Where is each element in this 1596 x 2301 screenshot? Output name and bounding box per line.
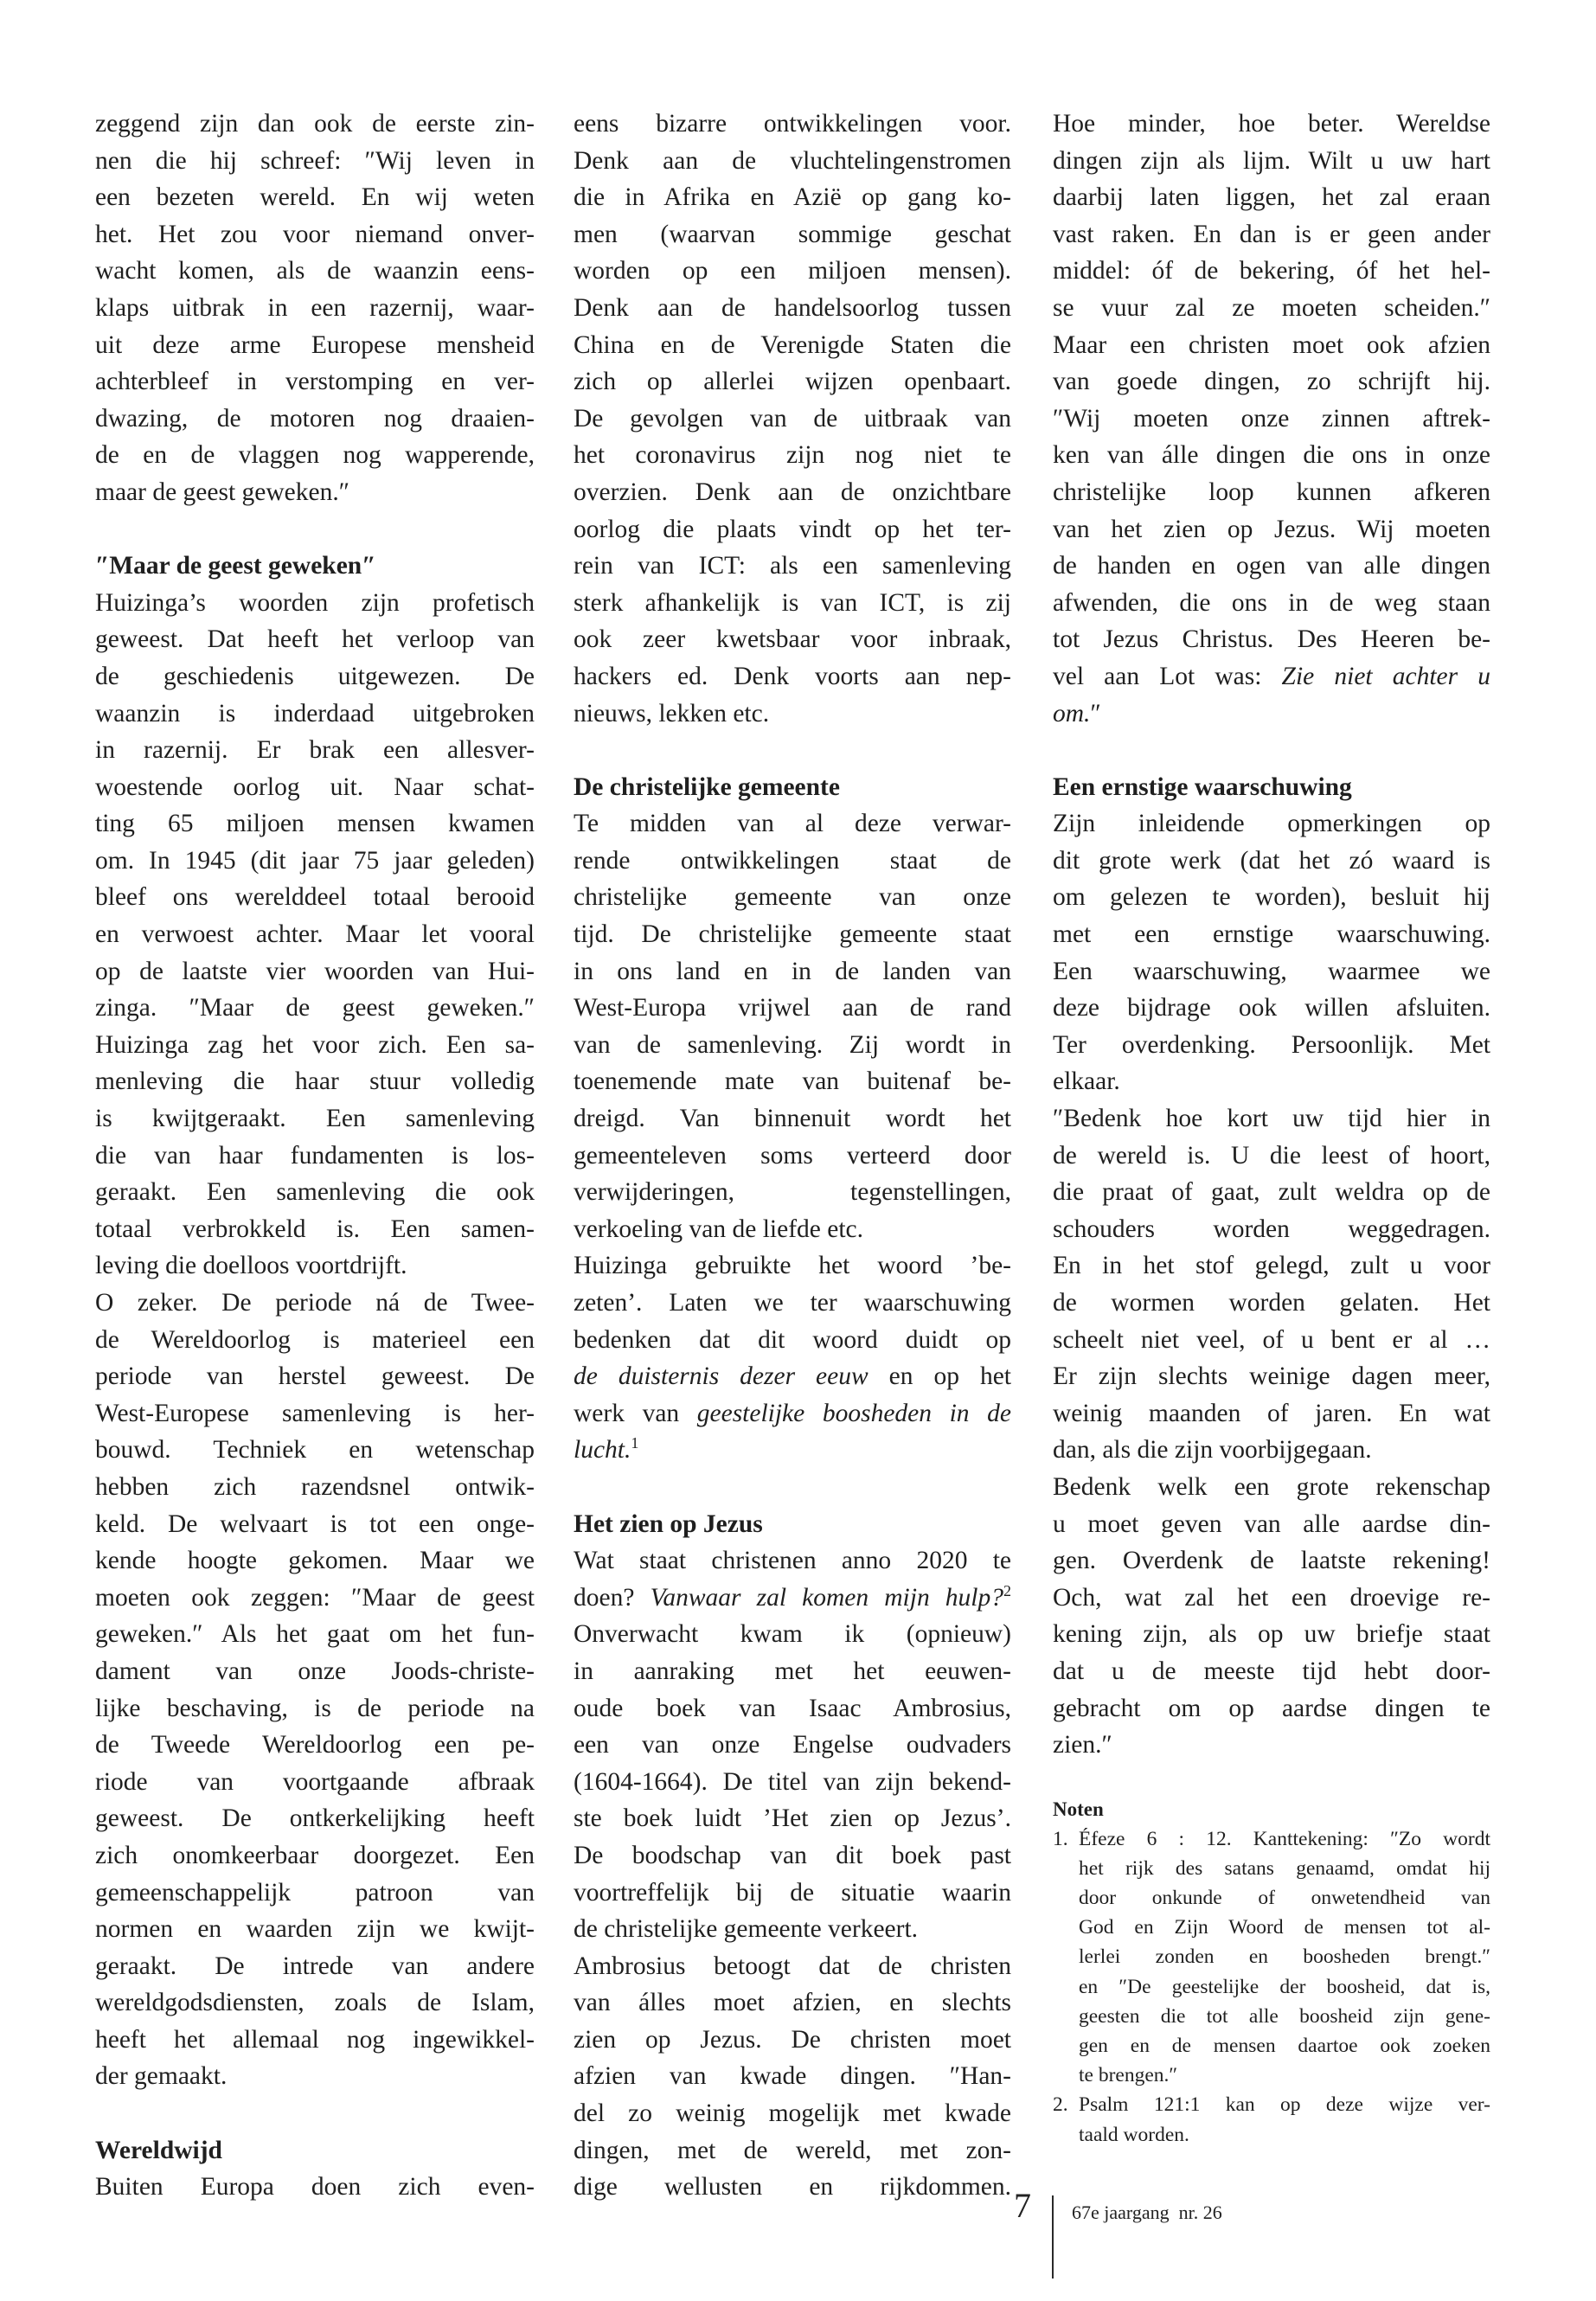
text-line: oorlog die plaats vindt op het ter-: [574, 515, 1011, 543]
text-line: Wat staat christenen anno 2020 te: [574, 1547, 1011, 1575]
section-heading: Het zien op Jezus: [574, 1509, 763, 1538]
footnote-text: [1079, 2090, 1490, 2149]
footnote-line: geesten die tot alle boosheid zijn gene-: [1079, 2004, 1490, 2028]
footnote-line: God en Zijn Woord de mensen tot al-: [1079, 1916, 1490, 1939]
text-line: zien op Jezus. De christen moet: [574, 2025, 1011, 2054]
text-line: worden op een miljoen mensen).: [574, 257, 1011, 285]
text-line: elkaar.: [1053, 1067, 1120, 1096]
text-line: zich op allerlei wijzen openbaart.: [574, 368, 1011, 396]
section-heading: Wereldwijd: [95, 2136, 222, 2164]
text-line: leving die doelloos voortdrijft.: [95, 1252, 407, 1280]
footnote-line: Psalm 121:1 kan op deze wijze ver-: [1079, 2093, 1490, 2117]
text-line: Maar een christen moet ook afzien: [1053, 330, 1490, 359]
text-line: klaps uitbrak in een razernij, waar-: [95, 293, 535, 322]
text-line: ken van álle dingen die ons in onze: [1053, 441, 1490, 470]
paragraph-gap: [95, 2095, 535, 2132]
text-line: ″Bedenk hoe kort uw tijd hier in: [1053, 1105, 1490, 1133]
text-line: van het zien op Jezus. Wij moeten: [1053, 515, 1490, 543]
text-line: Onverwacht kwam ik (opnieuw): [574, 1620, 1011, 1649]
text-line: in razernij. Er brak een allesver-: [95, 736, 535, 765]
footnote-line: lerlei zonden en boosheden brengt.″: [1079, 1945, 1490, 1969]
text-run: vel aan Lot was:: [1053, 662, 1282, 690]
text-line: verkoeling van de liefde etc.: [574, 1215, 864, 1243]
text-line: de handen en ogen van alle dingen: [1053, 552, 1490, 580]
text-line: in ons land en in de landen van: [574, 957, 1011, 985]
text-line: op de laatste vier woorden van Hui-: [95, 957, 535, 985]
text-line: om gelezen te worden), besluit hij: [1053, 883, 1490, 912]
text-line: geweest. De ontkerkelijking heeft: [95, 1804, 535, 1833]
text-line: van de samenleving. Zij wordt in: [574, 1030, 1011, 1059]
text-line: Huizinga zag het voor zich. Een sa-: [95, 1030, 535, 1059]
text-line: normen en waarden zijn we kwijt-: [95, 1915, 535, 1944]
text-line: de en de vlaggen nog wapperende,: [95, 441, 535, 470]
text-line: zeten’. Laten we ter waarschuwing: [574, 1289, 1011, 1317]
italic-text: de duisternis dezer eeuw: [574, 1362, 869, 1391]
text-line: een van onze Engelse oudvaders: [574, 1731, 1011, 1759]
text-run: doen?: [574, 1583, 651, 1612]
text-line: del zo weinig mogelijk met kwade: [574, 2099, 1011, 2128]
text-line: Huizinga gebruikte het woord ’be-: [574, 1252, 1011, 1280]
text-line: heeft het allemaal nog ingewikkel-: [95, 2025, 535, 2054]
text-line: moeten ook zeggen: ″Maar de geest: [95, 1583, 535, 1612]
text-line: geweken.″ Als het gaat om het fun-: [95, 1620, 535, 1649]
text-line: keld. De welvaart is tot een onge-: [95, 1509, 535, 1538]
text-line: oude boek van Isaac Ambrosius,: [574, 1694, 1011, 1722]
paragraph-gap: [574, 1469, 1011, 1506]
text-line: middel: óf de bekering, óf het hel-: [1053, 257, 1490, 285]
paragraph-gap: [1053, 732, 1490, 769]
text-line: En in het stof gelegd, zult u voor: [1053, 1252, 1490, 1280]
footnotes: [1053, 1795, 1490, 2150]
text-run: en op het: [868, 1362, 1011, 1391]
text-line: u moet geven van alle aardse din-: [1053, 1509, 1490, 1538]
section-heading: De christelijke gemeente: [574, 772, 840, 801]
article-column-left: [95, 106, 535, 2206]
text-line: Huizinga’s woorden zijn profetisch: [95, 588, 535, 617]
text-line: zinga. ″Maar de geest geweken.″: [95, 994, 535, 1022]
text-line: zien.″: [1053, 1731, 1112, 1759]
text-line: dwazing, de motoren nog draaien-: [95, 404, 535, 433]
text-line: dament van onze Joods-christe-: [95, 1657, 535, 1685]
text-line: dige wellusten en rijkdommen.: [574, 2173, 1011, 2202]
text-line: [574, 1580, 1011, 1617]
italic-text: Vanwaar zal komen mijn hulp?: [650, 1583, 1004, 1612]
text-line: [574, 1432, 1011, 1469]
text-line: geraakt. Een samenleving die ook: [95, 1178, 535, 1207]
text-line: de Tweede Wereldoorlog een pe-: [95, 1731, 535, 1759]
text-line: de wormen worden gelaten. Het: [1053, 1289, 1490, 1317]
text-line: christelijke loop kunnen afkeren: [1053, 478, 1490, 506]
paragraph-gap: [95, 511, 535, 548]
text-line: de Wereldoorlog is materieel een: [95, 1325, 535, 1354]
text-line: afwenden, die ons in de weg staan: [1053, 588, 1490, 617]
text-line: wacht komen, als de waanzin eens-: [95, 257, 535, 285]
footer-divider: [1052, 2195, 1054, 2279]
text-line: ste boek luidt ’Het zien op Jezus’.: [574, 1804, 1011, 1833]
text-line: vast raken. En dan is er geen ander: [1053, 220, 1490, 248]
text-line: dan, als die zijn voorbijgegaan.: [1053, 1436, 1372, 1465]
article-column-right-body: [1053, 106, 1490, 1764]
text-line: hebben zich razendsnel ontwik-: [95, 1472, 535, 1501]
text-line: afzien van kwade dingen. ″Han-: [574, 2062, 1011, 2091]
text-line: bedenken dat dit woord duidt op: [574, 1325, 1011, 1354]
footnote-line: gen en de mensen daartoe ook zoeken: [1079, 2035, 1490, 2058]
text-line: ook zeer kwetsbaar voor inbraak,: [574, 625, 1011, 654]
text-line: O zeker. De periode ná de Twee-: [95, 1289, 535, 1317]
text-line: van goede dingen, zo schrijft hij.: [1053, 368, 1490, 396]
article-column-right: [1053, 106, 1490, 2150]
text-line: Buiten Europa doen zich even-: [95, 2173, 535, 2202]
text-line: achterbleef in verstomping en ver-: [95, 368, 535, 396]
text-line: hackers ed. Denk voorts aan nep-: [574, 662, 1011, 690]
text-line: [1053, 695, 1490, 733]
text-line: Er zijn slechts weinige dagen meer,: [1053, 1362, 1490, 1391]
footnote-text: [1079, 1824, 1490, 2091]
italic-text: geestelijke boosheden in de: [696, 1399, 1011, 1427]
text-line: Denk aan de vluchtelingenstromen: [574, 146, 1011, 175]
text-line: van álles moet afzien, en slechts: [574, 1989, 1011, 2017]
text-line: die van haar fundamenten is los-: [95, 1141, 535, 1170]
paragraph-gap: [574, 732, 1011, 769]
text-line: ting 65 miljoen mensen kwamen: [95, 810, 535, 838]
text-line: geraakt. De intrede van andere: [95, 1952, 535, 1980]
footnote-line: door onkunde of onwetendheid van: [1079, 1887, 1490, 1910]
text-line: voortreffelijk bij de situatie waarin: [574, 1878, 1011, 1907]
text-line: lijke beschaving, is de periode na: [95, 1694, 535, 1722]
text-line: schouders worden weggedragen.: [1053, 1215, 1490, 1243]
footnote-reference: 2: [1003, 1581, 1012, 1599]
text-line: riode van voortgaande afbraak: [95, 1767, 535, 1796]
text-line: [574, 1358, 1011, 1395]
text-line: die in Afrika en Azië op gang ko-: [574, 183, 1011, 212]
text-line: nieuws, lekken etc.: [574, 699, 770, 727]
text-line: bouwd. Techniek en wetenschap: [95, 1436, 535, 1465]
text-line: eens bizarre ontwikkelingen voor.: [574, 110, 1011, 138]
text-line: geweest. Dat heeft het verloop van: [95, 625, 535, 654]
footnote-line: en ″De geestelijke der boosheid, dat is,: [1079, 1975, 1490, 1998]
text-line: West-Europese samenleving is her-: [95, 1399, 535, 1427]
issue-label: 67e jaargang nr. 26: [1072, 2202, 1222, 2223]
footnote-1: [1053, 1824, 1490, 2091]
text-line: men (waarvan sommige geschat: [574, 220, 1011, 248]
text-line: dit grote werk (dat het zó waard is: [1053, 846, 1490, 875]
text-line: dingen, met de wereld, met zon-: [574, 2136, 1011, 2164]
footnote-line: taald worden.: [1079, 2123, 1189, 2146]
text-line: daarbij laten liggen, het zal eraan: [1053, 183, 1490, 212]
text-line: (1604-1664). De titel van zijn bekend-: [574, 1767, 1011, 1796]
text-line: de wereld is. U die leest of hoort,: [1053, 1141, 1490, 1170]
text-line: Zijn inleidende opmerkingen op: [1053, 810, 1490, 838]
text-line: om. In 1945 (dit jaar 75 jaar geleden): [95, 846, 535, 875]
text-line: De boodschap van dit boek past: [574, 1841, 1011, 1869]
text-line: West-Europa vrijwel aan de rand: [574, 994, 1011, 1022]
text-line: kende hoogte gekomen. Maar we: [95, 1547, 535, 1575]
text-run: ″: [1090, 699, 1101, 727]
footnote-2: [1053, 2090, 1490, 2149]
text-line: dreigd. Van binnenuit wordt het: [574, 1105, 1011, 1133]
text-line: menleving die haar stuur volledig: [95, 1067, 535, 1096]
footnote-number: 2.: [1053, 2093, 1068, 2117]
text-line: periode van herstel geweest. De: [95, 1362, 535, 1391]
text-line: deze bijdrage ook willen afsluiten.: [1053, 994, 1490, 1022]
text-line: en verwoest achter. Maar let vooral: [95, 920, 535, 949]
text-line: [574, 1395, 1011, 1433]
italic-text: Zie niet achter u: [1281, 662, 1490, 690]
article-column-middle: [574, 106, 1011, 2206]
text-line: toenemende mate van buitenaf be-: [574, 1067, 1011, 1096]
text-line: se vuur zal ze moeten scheiden.″: [1053, 293, 1490, 322]
text-line: Ter overdenking. Persoonlijk. Met: [1053, 1030, 1490, 1059]
italic-text: lucht.: [574, 1436, 631, 1465]
text-line: nen die hij schreef: ″Wij leven in: [95, 146, 535, 175]
text-line: uit deze arme Europese mensheid: [95, 330, 535, 359]
text-line: gebracht om op aardse dingen te: [1053, 1694, 1490, 1722]
text-line: [1053, 658, 1490, 695]
text-line: de christelijke gemeente verkeert.: [574, 1915, 919, 1944]
text-line: is kwijtgeraakt. Een samenleving: [95, 1105, 535, 1133]
text-line: rende ontwikkelingen staat de: [574, 846, 1011, 875]
text-line: het coronavirus zijn nog niet te: [574, 441, 1011, 470]
footnote-number: 1.: [1053, 1827, 1068, 1850]
section-heading: Een ernstige waarschuwing: [1053, 772, 1352, 801]
text-line: bleef ons werelddeel totaal berooid: [95, 883, 535, 912]
text-line: woestende oorlog uit. Naar schat-: [95, 772, 535, 801]
footnote-reference: 1: [631, 1434, 639, 1452]
text-line: sterk afhankelijk is van ICT, is zij: [574, 588, 1011, 617]
text-line: een bezeten wereld. En wij weten: [95, 183, 535, 212]
text-line: maar de geest geweken.″: [95, 478, 350, 506]
text-line: overzien. Denk aan de onzichtbare: [574, 478, 1011, 506]
text-line: tijd. De christelijke gemeente staat: [574, 920, 1011, 949]
text-line: Te midden van al deze verwar-: [574, 810, 1011, 838]
text-line: scheelt niet veel, of u bent er al …: [1053, 1325, 1490, 1354]
footnote-line: Éfeze 6 : 12. Kanttekening: ″Zo wordt: [1079, 1827, 1490, 1850]
text-line: Ambrosius betoogt dat de christen: [574, 1952, 1011, 1980]
text-line: gen. Overdenk de laatste rekening!: [1053, 1547, 1490, 1575]
text-line: verwijderingen, tegenstellingen,: [574, 1178, 1011, 1207]
footnotes-title: Noten: [1053, 1798, 1104, 1820]
text-line: die praat of gaat, zult weldra op de: [1053, 1178, 1490, 1207]
text-line: gemeenschappelijk patroon van: [95, 1878, 535, 1907]
text-line: der gemaakt.: [95, 2062, 228, 2091]
text-line: tot Jezus Christus. Des Heeren be-: [1053, 625, 1490, 654]
italic-text: om.: [1053, 699, 1091, 727]
text-line: het. Het zou voor niemand onver-: [95, 220, 535, 248]
text-line: Hoe minder, hoe beter. Wereldse: [1053, 110, 1490, 138]
text-line: Een waarschuwing, waarmee we: [1053, 957, 1490, 985]
text-line: weinig maanden of jaren. En wat: [1053, 1399, 1490, 1427]
page-number: 7: [1014, 2186, 1031, 2225]
text-line: De gevolgen van de uitbraak van: [574, 404, 1011, 433]
text-line: zeggend zijn dan ook de eerste zin-: [95, 110, 535, 138]
text-line: Bedenk welk een grote rekenschap: [1053, 1472, 1490, 1501]
text-line: dat u de meeste tijd hebt door-: [1053, 1657, 1490, 1685]
text-line: gemeenteleven soms verteerd door: [574, 1141, 1011, 1170]
footnote-line: het rijk des satans genaamd, omdat hij: [1079, 1856, 1490, 1880]
text-line: dingen zijn als lijm. Wilt u uw hart: [1053, 146, 1490, 175]
text-line: totaal verbrokkeld is. Een samen-: [95, 1215, 535, 1243]
text-run: werk van: [574, 1399, 697, 1427]
text-line: zich onomkeerbaar doorgezet. Een: [95, 1841, 535, 1869]
section-heading: ″Maar de geest geweken″: [95, 552, 376, 580]
text-line: de geschiedenis uitgewezen. De: [95, 662, 535, 690]
text-line: waanzin is inderdaad uitgebroken: [95, 699, 535, 727]
text-line: China en de Verenigde Staten die: [574, 330, 1011, 359]
text-line: in aanraking met het eeuwen-: [574, 1657, 1011, 1685]
text-line: christelijke gemeente van onze: [574, 883, 1011, 912]
text-line: kening zijn, als op uw briefje staat: [1053, 1620, 1490, 1649]
text-line: met een ernstige waarschuwing.: [1053, 920, 1490, 949]
text-line: wereldgodsdiensten, zoals de Islam,: [95, 1989, 535, 2017]
text-line: Och, wat zal het een droevige re-: [1053, 1583, 1490, 1612]
text-line: rein van ICT: als een samenleving: [574, 552, 1011, 580]
footnote-line: te brengen.″: [1079, 2064, 1178, 2087]
text-line: Denk aan de handelsoorlog tussen: [574, 293, 1011, 322]
text-line: ″Wij moeten onze zinnen aftrek-: [1053, 404, 1490, 433]
